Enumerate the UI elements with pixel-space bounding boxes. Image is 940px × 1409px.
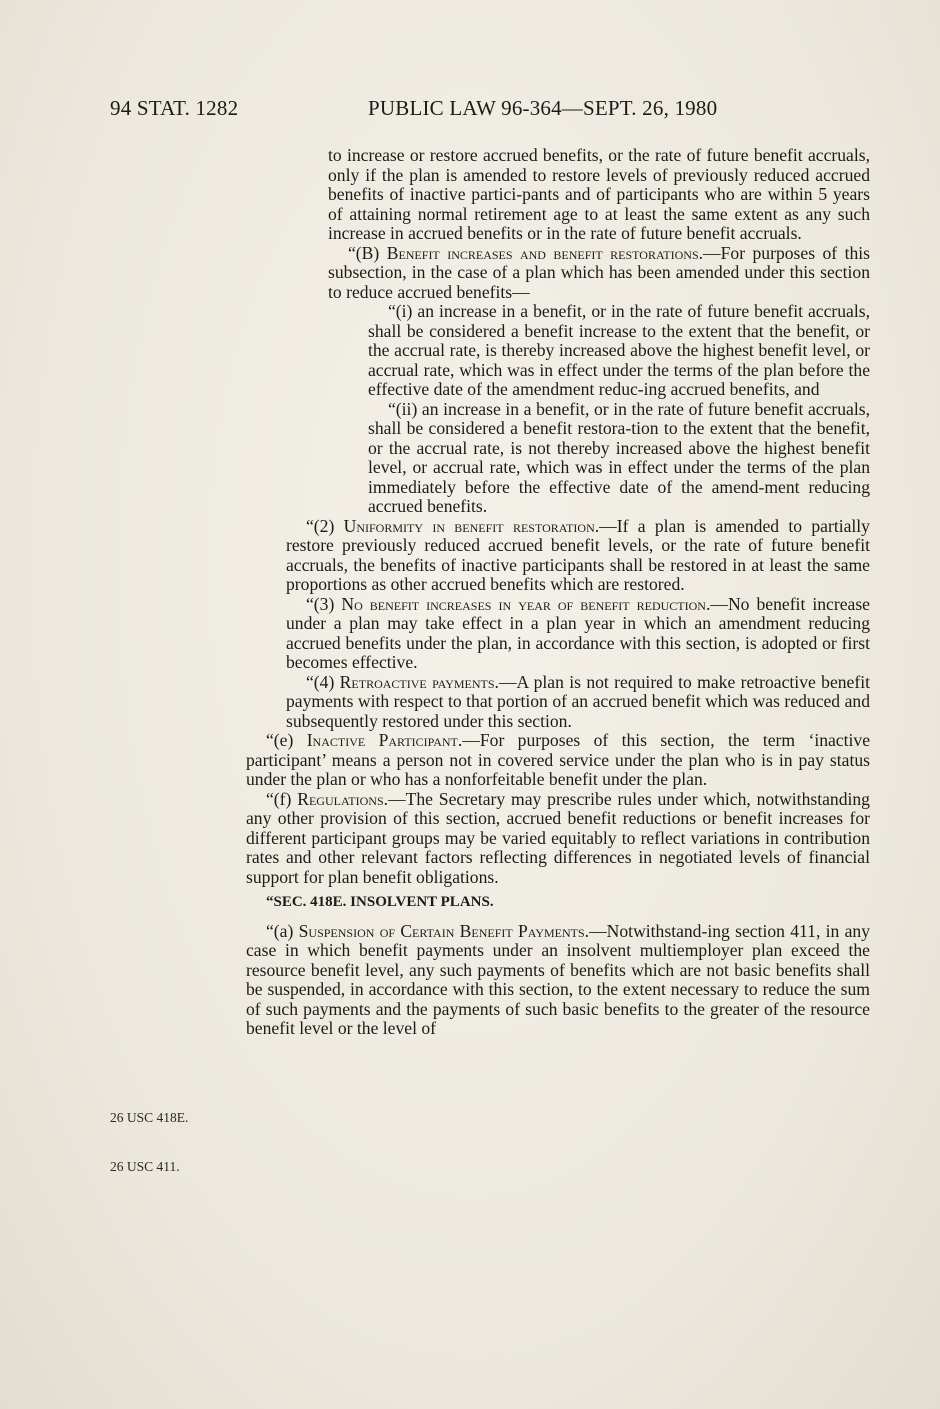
- page-header: [110, 96, 870, 126]
- section-418e-heading: “SEC. 418E. INSOLVENT PLANS.: [266, 894, 494, 910]
- stat-page-number: 94 STAT. 1282: [110, 96, 239, 120]
- paragraph-b-title: Benefit increases and benefit restorations.: [386, 242, 704, 263]
- clause-i: “(i) an increase in a benefit, or in the rate of future benefit accruals, shall be considered a benefit increase to the extent that the benefit, or the accrual rate, is thereby increased above the highest benefit level, or accrual rate, which was in effect under the terms of the plan before the effective date of the amendment reduc-ing accrued benefits, and: [368, 301, 870, 399]
- paragraph-4: [246, 673, 870, 732]
- subsection-a-number: “(a): [266, 920, 299, 941]
- margin-note-usc-411: 26 USC 411.: [110, 1159, 180, 1174]
- paragraph-3-text: —No benefit increase under a plan may take effect in a plan year in which an amendment reducing accrued benefits under the plan, in accordance with this section, is adopted or first becomes effective.: [286, 593, 870, 672]
- clause-ii: “(ii) an increase in a benefit, or in the rate of future benefit accruals, shall be considered a benefit restora-tion to the extent that the benefit, or the accrual rate, is not thereby increased above the highest benefit level, or accrual rate, which was in effect under the terms of the plan immediately before the effective date of the amend-ment reducing accrued benefits.: [368, 398, 870, 516]
- paragraph-4-text: —A plan is not required to make retroactive benefit payments with respect to that portion of an accrued benefit which was reduced and subsequently restored under this section.: [286, 671, 870, 731]
- paragraph-4-title: Retroactive payments.: [339, 671, 499, 692]
- subsection-f: [246, 790, 870, 888]
- subsection-f-number: “(f): [266, 788, 298, 809]
- paragraph-3-number: “(3): [306, 593, 342, 614]
- public-law-title: PUBLIC LAW 96-364—SEPT. 26, 1980: [368, 96, 718, 120]
- paragraph-b-number: “(B): [348, 242, 387, 263]
- paragraph-2-text: —If a plan is amended to partially restore previously reduced accrued benefit levels, or the rate of future benefit accruals, the benefits of inactive participants shall be restored in at least the same proportions as other accrued benefits which are restored.: [286, 515, 870, 594]
- paragraph-b-text: —For purposes of this subsection, in the case of a plan which has been amended under this section to reduce accrued benefits—: [328, 242, 870, 302]
- paragraph-4-number: “(4): [306, 671, 340, 692]
- subsection-e-text: —For purposes of this section, the term ‘inactive participant’ means a person not in covered service under the plan who is in pay status under the plan or who has a nonforfeitable benefit under the plan.: [246, 730, 870, 789]
- paragraph-continuation: to increase or restore accrued benefits, or the rate of future benefit accruals, only if the plan is amended to restore levels of previously reduced accrued benefits of inactive partici-pants and of participants who are within 5 years of attaining normal retirement age to at least the same extent as any such increase in accrued benefits or in the rate of future benefit accruals.: [328, 145, 870, 243]
- subsection-e-number: “(e): [266, 730, 307, 750]
- subsection-e: [246, 731, 870, 790]
- paragraph-b: [246, 244, 870, 303]
- margin-note-usc-418e: 26 USC 418E.: [110, 1110, 189, 1125]
- paragraph-2: [246, 517, 870, 595]
- subsection-e-title: Inactive Participant.: [306, 730, 463, 750]
- paragraph-2-number: “(2): [306, 515, 344, 536]
- subsection-a-text: —Notwithstand-ing section 411, in any case in which benefit payments under an insolvent multiemployer plan exceed the resource benefit level, any such payments of benefits which are not basic benefits shall be suspended, in accordance with this section, to the extent necessary to reduce the sum of such payments and the payments of such basic benefits to the greater of the resource benefit level or the level of: [246, 920, 870, 1038]
- document-body: [246, 146, 870, 1039]
- paragraph-3-title: No benefit increases in year of benefit reduction.: [341, 593, 711, 614]
- subsection-f-text: —The Secretary may prescribe rules under which, notwithstanding any other provision of this section, accrued benefit reductions or benefit increases for different participant groups may be varied equitably to reflect variations in contribution rates and other relevant factors reflecting differences in negotiated levels of financial support for plan benefit obligations.: [246, 788, 870, 887]
- subsection-a-title: Suspension of Certain Benefit Payments.: [298, 920, 590, 941]
- subsection-a: [246, 922, 870, 1039]
- subsection-f-title: Regulations.: [297, 788, 389, 809]
- paragraph-2-title: Uniformity in benefit restoration.: [343, 515, 600, 536]
- paragraph-3: [246, 595, 870, 673]
